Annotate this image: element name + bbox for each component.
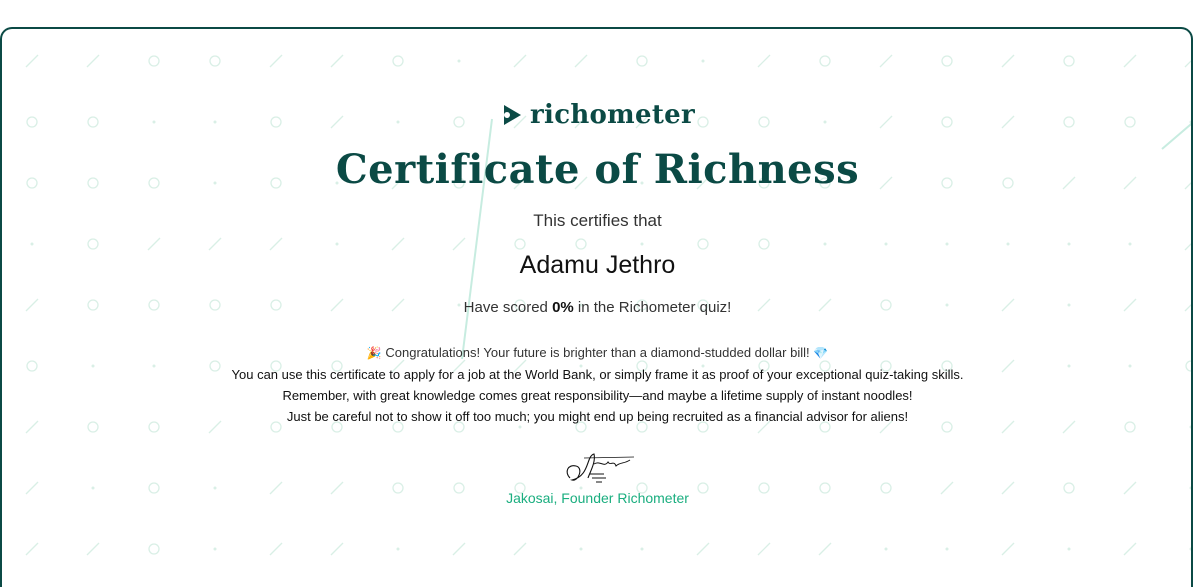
pattern-circle: [88, 239, 98, 249]
pattern-dot: [1068, 548, 1071, 551]
pattern-dot: [1068, 243, 1071, 246]
pattern-dash: [514, 55, 526, 67]
pattern-dot: [397, 548, 400, 551]
pattern-dash: [331, 543, 343, 555]
pattern-dash: [819, 543, 831, 555]
pattern-dash: [453, 543, 465, 555]
pattern-circle: [149, 56, 159, 66]
certifies-text: This certifies that: [533, 211, 662, 230]
pattern-dash: [514, 543, 526, 555]
pattern-circle: [637, 56, 647, 66]
pattern-dot: [885, 243, 888, 246]
pattern-dot: [824, 243, 827, 246]
pattern-dash: [1002, 55, 1014, 67]
pattern-dot: [458, 60, 461, 63]
pattern-dot: [336, 243, 339, 246]
pattern-circle: [210, 56, 220, 66]
pattern-circle: [759, 239, 769, 249]
message-line-1: You can use this certificate to apply for a job at the World Bank, or simply frame it as proof of your exceptional quiz-taking skills.: [231, 367, 964, 382]
message-line-2: Remember, with great knowledge comes great responsibility—and maybe a lifetime supply of instant noodles!: [282, 388, 913, 403]
pattern-dash: [1124, 55, 1136, 67]
pattern-dash: [758, 55, 770, 67]
pattern-dash: [880, 55, 892, 67]
recipient-name: Adamu Jethro: [519, 251, 676, 279]
pattern-dash: [1185, 55, 1193, 67]
pattern-dash: [392, 238, 404, 250]
pattern-circle: [698, 239, 708, 249]
pattern-dash: [1185, 238, 1193, 250]
pattern-dash: [1124, 543, 1136, 555]
pattern-dot: [1190, 548, 1193, 551]
score-line: [0, 299, 1195, 316]
pattern-dash: [270, 238, 282, 250]
pattern-dot: [702, 60, 705, 63]
pattern-dash: [87, 543, 99, 555]
pattern-dot: [519, 426, 522, 429]
message-line-3: Just be careful not to show it off too much; you might end up being recruited as a financial advisor for aliens!: [286, 409, 909, 424]
pattern-dash: [209, 238, 221, 250]
congrats-line: [0, 345, 1195, 360]
pattern-dash: [697, 543, 709, 555]
pattern-dot: [580, 548, 583, 551]
signature-icon: [560, 448, 640, 488]
pattern-dash: [87, 55, 99, 67]
gem-icon: 💎: [813, 346, 829, 360]
pattern-dash: [331, 55, 343, 67]
brand-name: richometer: [530, 100, 695, 130]
pattern-circle: [515, 239, 525, 249]
pattern-circle: [576, 239, 586, 249]
pattern-dot: [1007, 243, 1010, 246]
certificate-title: Certificate of Richness: [335, 146, 860, 193]
pattern-dot: [214, 548, 217, 551]
score-value: 0%: [552, 299, 574, 316]
pattern-dash: [270, 543, 282, 555]
play-logo-icon: [500, 103, 524, 127]
pattern-dot: [1190, 426, 1193, 429]
pattern-dash: [148, 238, 160, 250]
congrats-text: Congratulations! Your future is brighter than a diamond-studded dollar bill!: [385, 345, 810, 360]
party-popper-icon: 🎉: [366, 346, 382, 360]
score-prefix: Have scored: [463, 299, 548, 316]
pattern-dash: [575, 55, 587, 67]
pattern-dot: [641, 548, 644, 551]
pattern-circle: [820, 56, 830, 66]
pattern-circle: [393, 56, 403, 66]
pattern-circle: [149, 544, 159, 554]
pattern-dot: [885, 548, 888, 551]
pattern-circle: [942, 56, 952, 66]
pattern-dash: [270, 55, 282, 67]
pattern-dash: [26, 55, 38, 67]
pattern-circle: [1064, 56, 1074, 66]
pattern-dot: [946, 548, 949, 551]
pattern-dash: [453, 238, 465, 250]
pattern-dot: [1129, 243, 1132, 246]
score-suffix: in the Richometer quiz!: [577, 299, 732, 316]
pattern-dot: [946, 243, 949, 246]
pattern-dash: [1002, 543, 1014, 555]
brand-logo: [0, 100, 1195, 130]
pattern-dot: [641, 243, 644, 246]
signer-name: Jakosai, Founder Richometer: [506, 490, 689, 506]
pattern-dot: [31, 243, 34, 246]
pattern-dash: [758, 543, 770, 555]
pattern-dash: [26, 543, 38, 555]
